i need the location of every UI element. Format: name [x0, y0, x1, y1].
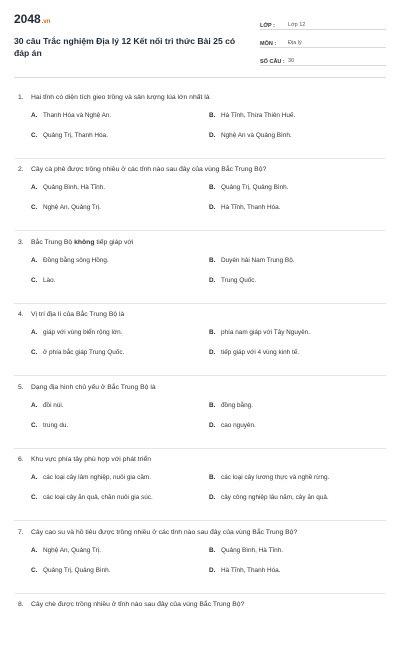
question-3 [14, 231, 386, 304]
question-text: Cây cao su và hồ tiêu được trồng nhiều ở các tỉnh nào sau đây của vùng Bắc Trung Bộ? [31, 529, 386, 536]
option-text: trung du. [43, 422, 68, 429]
option-letter: D. [209, 349, 221, 356]
option-text: Trung Quốc. [221, 277, 256, 284]
option-text: cây công nghiệp lâu năm, cây ăn quả. [221, 494, 329, 501]
option-text: Quảng Trị, Thanh Hóa. [43, 132, 108, 139]
question-list [14, 78, 386, 666]
question-8 [14, 594, 386, 666]
option-letter: C. [31, 567, 43, 574]
option-letter: D. [209, 204, 221, 211]
question-text-start: Bắc Trung Bộ [31, 239, 74, 246]
option-letter: A. [31, 474, 43, 481]
option-d[interactable] [209, 203, 381, 213]
option-c[interactable] [31, 420, 203, 430]
option-letter: C. [31, 422, 43, 429]
question-emphasis: không [74, 239, 94, 246]
option-text: phía nam giáp với Tây Nguyên. [221, 329, 310, 336]
option-b[interactable] [209, 183, 381, 193]
option-text: các loại cây ăn quả, chăn nuôi gia súc. [43, 494, 153, 501]
meta-row-count [260, 51, 386, 66]
logo-suffix: .vn [42, 19, 51, 25]
option-letter: D. [209, 132, 221, 139]
question-text: Vị trí địa lí của Bắc Trung Bộ là [31, 311, 386, 318]
option-text: Nghệ An, Quảng Trị. [43, 547, 101, 554]
option-letter: B. [209, 474, 221, 481]
option-d[interactable] [209, 493, 381, 503]
option-letter: A. [31, 184, 43, 191]
meta-value: 30 [288, 58, 294, 65]
logo-main: 2048 [14, 12, 41, 26]
option-text: Nghệ An và Quảng Bình. [221, 132, 292, 139]
option-text: giáp với vùng biển rộng lớn. [43, 329, 122, 336]
option-letter: B. [209, 257, 221, 264]
question-2 [14, 159, 386, 232]
option-d[interactable] [209, 275, 381, 285]
question-1 [14, 86, 386, 159]
option-text: Đồng bằng sông Hồng. [43, 257, 109, 264]
question-6 [14, 449, 386, 522]
option-letter: A. [31, 257, 43, 264]
option-a[interactable] [31, 473, 203, 483]
option-d[interactable] [209, 565, 381, 575]
option-letter: C. [31, 277, 43, 284]
page-header [14, 12, 386, 69]
option-text: Quảng Bình, Hà Tĩnh. [221, 547, 283, 554]
option-letter: D. [209, 277, 221, 284]
option-b[interactable] [209, 473, 381, 483]
option-d[interactable] [209, 348, 381, 358]
option-letter: C. [31, 132, 43, 139]
option-letter: A. [31, 547, 43, 554]
option-text: Thanh Hóa và Nghệ An. [43, 112, 111, 119]
option-a[interactable] [31, 400, 203, 410]
question-5 [14, 376, 386, 449]
header-left [14, 12, 250, 69]
option-c[interactable] [31, 130, 203, 140]
option-c[interactable] [31, 275, 203, 285]
page-title: 30 câu Trắc nghiệm Địa lý 12 Kết nối tri thức Bài 25 có đáp án [14, 35, 250, 59]
option-text: các loại cây lương thực và nghề rừng. [221, 474, 329, 481]
option-letter: B. [209, 547, 221, 554]
question-4 [14, 304, 386, 377]
option-letter: A. [31, 402, 43, 409]
option-letter: A. [31, 112, 43, 119]
question-number: 1. [14, 94, 31, 101]
option-d[interactable] [209, 130, 381, 140]
option-letter: C. [31, 204, 43, 211]
option-letter: D. [209, 494, 221, 501]
option-c[interactable] [31, 565, 203, 575]
meta-value: Lớp 12 [288, 22, 305, 29]
option-letter: B. [209, 402, 221, 409]
option-b[interactable] [209, 400, 381, 410]
option-a[interactable] [31, 545, 203, 555]
question-text: Cây chè được trồng nhiều ở tỉnh nào sau đây của vùng Bắc Trung Bộ? [31, 601, 386, 608]
meta-panel [260, 15, 386, 69]
question-text: Hai tỉnh có diện tích gieo trồng và sản lượng lúa lớn nhất là [31, 94, 386, 101]
option-a[interactable] [31, 328, 203, 338]
option-text: ở phía bắc giáp Trung Quốc. [43, 349, 124, 356]
option-text: Hà Tĩnh, Thanh Hóa. [221, 204, 280, 211]
option-text: Quảng Bình, Hà Tĩnh. [43, 184, 105, 191]
question-text: Khu vực phía tây phù hợp với phát triển [31, 456, 386, 463]
option-b[interactable] [209, 110, 381, 120]
option-b[interactable] [209, 255, 381, 265]
option-text: các loại cây lâm nghiệp, nuôi gia cầm. [43, 474, 151, 481]
meta-label: SỐ CÂU : [260, 59, 288, 65]
option-text: đồng bằng. [221, 402, 253, 409]
option-letter: B. [209, 184, 221, 191]
question-number: 6. [14, 456, 31, 463]
option-text: Hà Tĩnh, Thanh Hóa. [221, 567, 280, 574]
option-text: cao nguyên. [221, 422, 256, 429]
meta-row-subject [260, 33, 386, 48]
option-a[interactable] [31, 183, 203, 193]
option-d[interactable] [209, 420, 381, 430]
option-text: đồi núi. [43, 402, 64, 409]
option-c[interactable] [31, 203, 203, 213]
question-number: 3. [14, 239, 31, 246]
option-text: tiếp giáp với 4 vùng kinh tế. [221, 349, 299, 356]
question-text: Dạng địa hình chủ yếu ở Bắc Trung Bộ là [31, 384, 386, 391]
question-number: 4. [14, 311, 31, 318]
question-text: Cây cà phê được trồng nhiều ở các tỉnh nào sau đây của vùng Bắc Trung Bộ? [31, 166, 386, 173]
option-letter: C. [31, 494, 43, 501]
question-text [31, 239, 386, 246]
option-a[interactable] [31, 255, 203, 265]
meta-row-class [260, 15, 386, 30]
site-logo[interactable] [14, 12, 250, 29]
option-b[interactable] [209, 328, 381, 338]
option-text: Hà Tĩnh, Thừa Thiên Huế. [221, 112, 295, 119]
option-c[interactable] [31, 493, 203, 503]
meta-label: MÔN : [260, 41, 288, 47]
option-text: Lào. [43, 277, 55, 284]
option-letter: A. [31, 329, 43, 336]
question-7 [14, 521, 386, 594]
option-a[interactable] [31, 110, 203, 120]
option-c[interactable] [31, 348, 203, 358]
option-letter: D. [209, 422, 221, 429]
question-number: 2. [14, 166, 31, 173]
meta-value: Địa lý [288, 40, 302, 47]
option-letter: B. [209, 112, 221, 119]
option-letter: C. [31, 349, 43, 356]
option-letter: D. [209, 567, 221, 574]
option-text: Quảng Trị, Quảng Bình. [221, 184, 289, 191]
question-number: 7. [14, 529, 31, 536]
question-number: 8. [14, 601, 31, 608]
question-text-end: tiếp giáp với [94, 239, 133, 246]
option-text: Nghệ An, Quảng Trị. [43, 204, 101, 211]
option-letter: B. [209, 329, 221, 336]
option-b[interactable] [209, 545, 381, 555]
option-text: Duyên hải Nam Trung Bộ. [221, 257, 295, 264]
question-number: 5. [14, 384, 31, 391]
option-text: Quảng Trị, Quảng Bình. [43, 567, 111, 574]
meta-label: LỚP : [260, 23, 288, 29]
